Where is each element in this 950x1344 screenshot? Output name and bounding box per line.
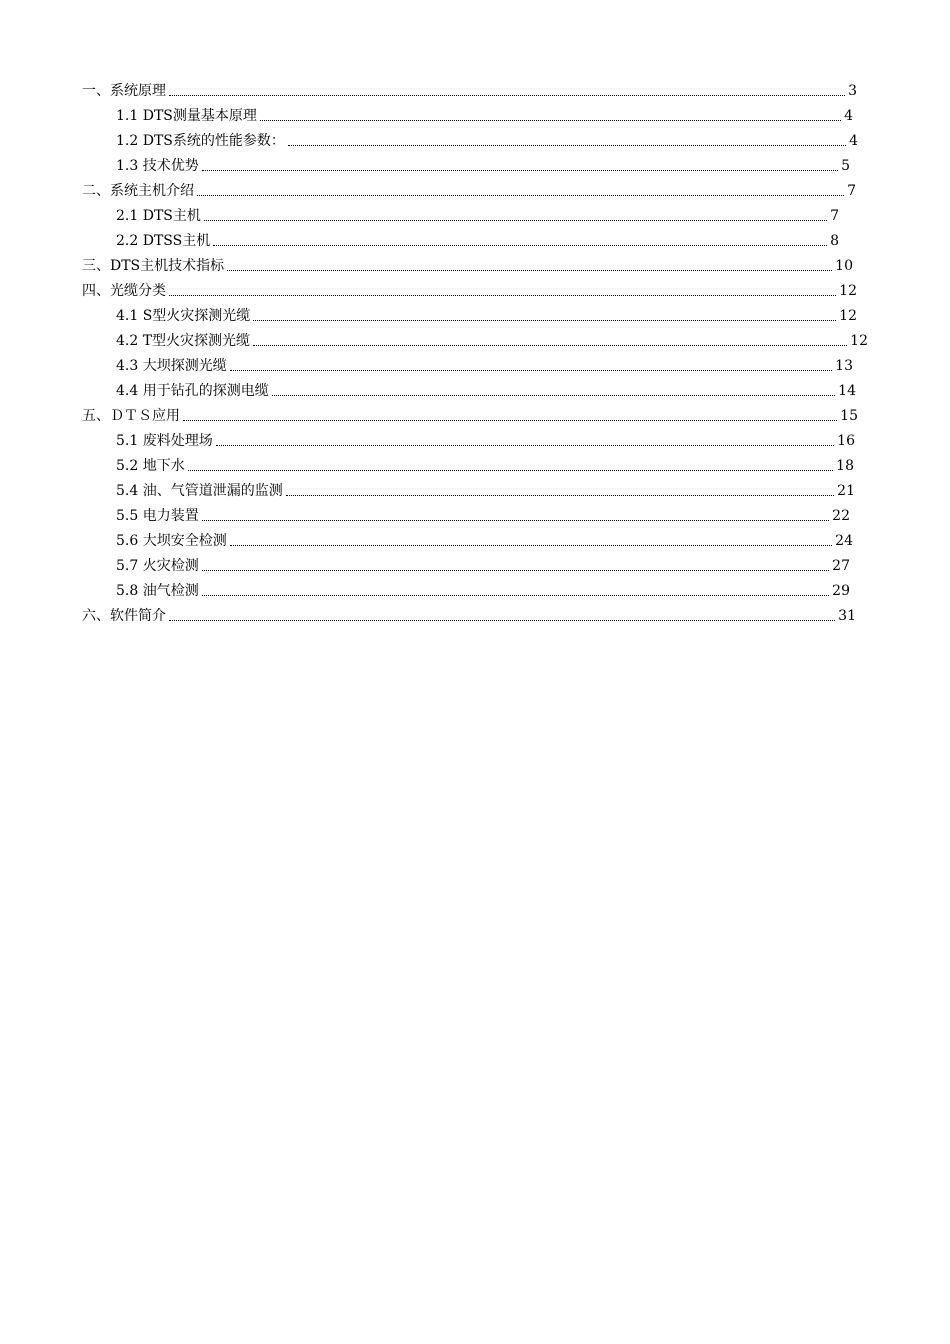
toc-entry-page: 5 xyxy=(841,158,850,174)
toc-entry-title: 5.6 大坝安全检测 xyxy=(116,533,227,549)
toc-entry-1-3[interactable] xyxy=(116,155,850,175)
toc-entry-title: 4.4 用于钻孔的探测电缆 xyxy=(116,383,269,399)
toc-entry-title: 三、DTS主机技术指标 xyxy=(82,258,225,274)
toc-entry-title: 5.8 油气检测 xyxy=(116,583,199,599)
toc-entry-title: 4.1 S型火灾探测光缆 xyxy=(116,308,251,324)
toc-entry-title: 1.1 DTS测量基本原理 xyxy=(116,108,257,124)
toc-entry-5-7[interactable] xyxy=(116,555,850,575)
toc-dot-leader xyxy=(202,595,829,596)
toc-entry-page: 21 xyxy=(837,483,855,499)
toc-entry-page: 22 xyxy=(832,508,850,524)
toc-dot-leader xyxy=(204,220,827,221)
toc-entry-title: 5.2 地下水 xyxy=(116,458,185,474)
toc-entry-page: 31 xyxy=(838,608,856,624)
toc-entry-1-2[interactable] xyxy=(116,130,858,150)
toc-entry-1-1[interactable] xyxy=(116,105,853,125)
toc-entry-3[interactable] xyxy=(82,255,853,275)
toc-entry-page: 3 xyxy=(848,83,857,99)
toc-entry-page: 4 xyxy=(844,108,853,124)
toc-entry-2-1[interactable] xyxy=(116,205,839,225)
toc-entry-page: 12 xyxy=(839,283,857,299)
toc-dot-leader xyxy=(188,470,833,471)
toc-entry-title: 5.5 电力装置 xyxy=(116,508,199,524)
toc-dot-leader xyxy=(169,95,845,96)
toc-entry-page: 8 xyxy=(830,233,839,249)
toc-dot-leader xyxy=(213,245,827,246)
toc-entry-page: 4 xyxy=(849,133,858,149)
toc-entry-page: 29 xyxy=(832,583,850,599)
toc-dot-leader xyxy=(169,295,836,296)
toc-entry-title: 5.1 废料处理场 xyxy=(116,433,213,449)
toc-entry-4-1[interactable] xyxy=(116,305,857,325)
toc-entry-page: 7 xyxy=(847,183,856,199)
toc-entry-6[interactable] xyxy=(82,605,856,625)
toc-entry-title: 1.2 DTS系统的性能参数： xyxy=(116,133,285,149)
toc-entry-5-1[interactable] xyxy=(116,430,855,450)
toc-entry-page: 14 xyxy=(838,383,856,399)
toc-entry-title: 五、ＤＴＳ应用 xyxy=(82,408,180,424)
toc-entry-4-2[interactable] xyxy=(116,330,868,350)
toc-entry-5-4[interactable] xyxy=(116,480,855,500)
toc-entry-page: 24 xyxy=(835,533,853,549)
toc-entry-4-3[interactable] xyxy=(116,355,853,375)
toc-dot-leader xyxy=(202,520,829,521)
toc-entry-title: 5.7 火灾检测 xyxy=(116,558,199,574)
toc-entry-title: 5.4 油、气管道泄漏的监测 xyxy=(116,483,283,499)
toc-entry-2[interactable] xyxy=(82,180,856,200)
toc-entry-title: 4.2 T型火灾探测光缆 xyxy=(116,333,251,349)
toc-dot-leader xyxy=(286,495,834,496)
toc-dot-leader xyxy=(202,570,829,571)
toc-dot-leader xyxy=(288,145,846,146)
toc-entry-title: 四、光缆分类 xyxy=(82,283,166,299)
toc-entry-title: 4.3 大坝探测光缆 xyxy=(116,358,227,374)
toc-dot-leader xyxy=(272,395,835,396)
toc-entry-title: 六、软件简介 xyxy=(82,608,166,624)
toc-dot-leader xyxy=(183,420,837,421)
toc-dot-leader xyxy=(253,320,836,321)
toc-entry-2-2[interactable] xyxy=(116,230,839,250)
toc-entry-page: 7 xyxy=(830,208,839,224)
toc-entry-title: 一、系统原理 xyxy=(82,83,166,99)
toc-entry-page: 13 xyxy=(835,358,853,374)
toc-entry-title: 2.1 DTS主机 xyxy=(116,208,201,224)
toc-entry-5-5[interactable] xyxy=(116,505,850,525)
toc-dot-leader xyxy=(197,195,844,196)
toc-entry-page: 12 xyxy=(839,308,857,324)
toc-dot-leader xyxy=(169,620,835,621)
toc-entry-page: 12 xyxy=(850,333,868,349)
toc-dot-leader xyxy=(260,120,841,121)
toc-entry-5-8[interactable] xyxy=(116,580,850,600)
toc-entry-4[interactable] xyxy=(82,280,857,300)
toc-entry-5-6[interactable] xyxy=(116,530,853,550)
toc-entry-page: 18 xyxy=(836,458,854,474)
toc-entry-4-4[interactable] xyxy=(116,380,856,400)
toc-entry-title: 2.2 DTSS主机 xyxy=(116,233,211,249)
toc-entry-5[interactable] xyxy=(82,405,858,425)
toc-entry-5-2[interactable] xyxy=(116,455,854,475)
toc-entry-title: 1.3 技术优势 xyxy=(116,158,199,174)
toc-entry-page: 10 xyxy=(835,258,853,274)
toc-entry-page: 15 xyxy=(840,408,858,424)
toc-entry-title: 二、系统主机介绍 xyxy=(82,183,194,199)
toc-entry-1[interactable] xyxy=(82,80,857,100)
toc-entry-page: 16 xyxy=(837,433,855,449)
toc-dot-leader xyxy=(216,445,834,446)
toc-entry-page: 27 xyxy=(832,558,850,574)
toc-dot-leader xyxy=(227,270,832,271)
toc-dot-leader xyxy=(202,170,838,171)
toc-dot-leader xyxy=(230,545,832,546)
toc-dot-leader xyxy=(230,370,832,371)
toc-dot-leader xyxy=(253,345,847,346)
